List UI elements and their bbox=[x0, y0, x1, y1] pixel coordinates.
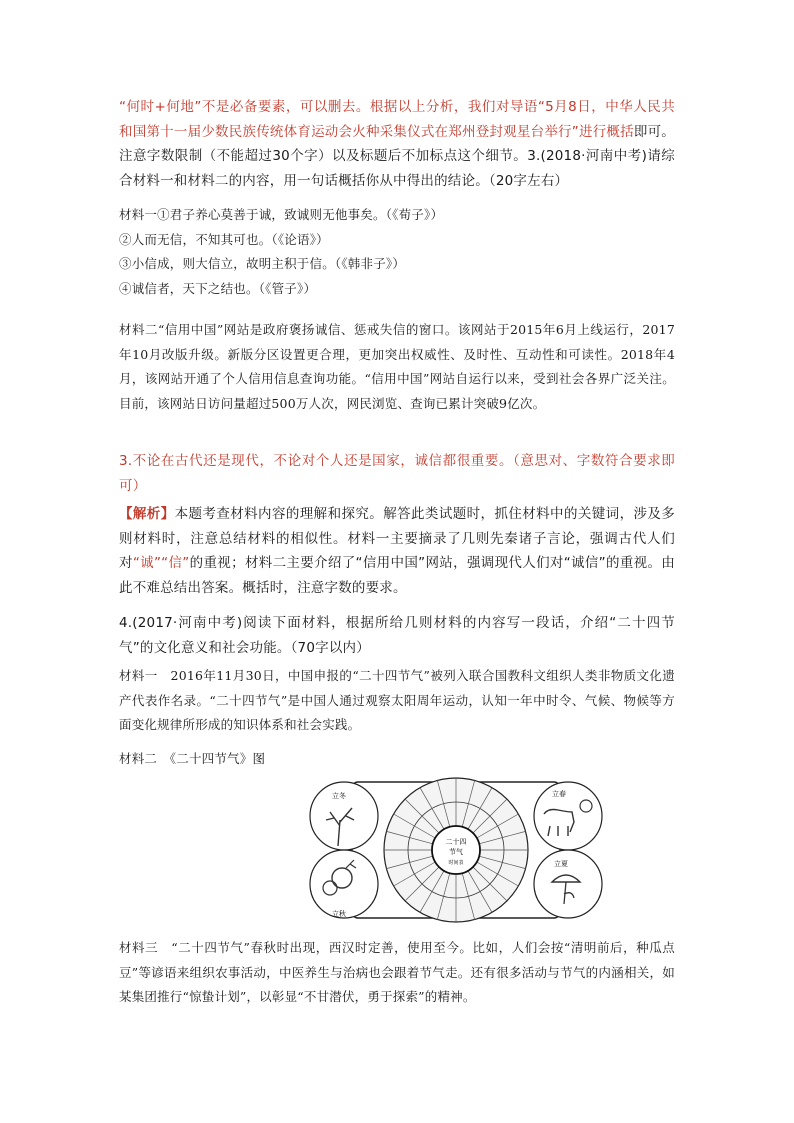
q4-material-3: 材料三 “二十四节气”春秋时出现，西汉时定善，使用至今。比如，人们会按“清明前后，种瓜点豆”等谚语来组织农事活动，中医养生与治病也会跟着节气走。还有很多活动与节气的内涵相关，如某集团推行“惊蛰计划”，以彰显“不甘潜伏，勇于探索”的精神。 bbox=[119, 940, 675, 1004]
analysis-red-text: “何时+何地”不是必备要素，可以删去。根据以上分析，我们对导语“5月8日，中华人民共和国第十一届少数民族传统体育运动会火种采集仪式在郑州登封观星台举行”进行概括 bbox=[119, 99, 675, 140]
lixia-label: 立夏 bbox=[554, 860, 568, 868]
center-label-mid: 节气 bbox=[449, 848, 463, 856]
jiexi-paragraph bbox=[119, 502, 675, 600]
lidong-label: 立冬 bbox=[332, 792, 346, 800]
solar-terms-svg bbox=[308, 776, 604, 924]
jiexi-text-1: 本题考查材料内容的理解和探究。解答此类试题时，抓住材料中的关键词，涉及多则材料时，注意总结材料的相似性。材料一主要摘录了几则先秦诸子言论，强调古代人们对 bbox=[119, 506, 675, 571]
quote-guanzi: ④诚信者，天下之结也。（《管子》） bbox=[119, 280, 317, 296]
lixia-circle bbox=[534, 850, 602, 918]
quote-lunyu: ②人而无信，不知其可也。（《论语》） bbox=[119, 231, 329, 247]
material-1-ancient-quotes bbox=[119, 203, 675, 301]
center-label-top: 二十四 bbox=[445, 838, 467, 846]
lichun-circle bbox=[534, 782, 602, 850]
lichun-label: 立春 bbox=[552, 790, 566, 798]
analysis-black-text: 即可。注意字数限制（不能超过30个字）以及标题后不加标点这个细节。3.(2018·河南中考)请综合材料一和材料二的内容，用一句话概括你从中得出的结论。（20字左右） bbox=[119, 123, 675, 189]
liqiu-label: 立秋 bbox=[332, 910, 346, 918]
solar-terms-diagram bbox=[308, 776, 604, 924]
jiexi-tag: 【解析】 bbox=[119, 506, 175, 522]
liqiu-circle bbox=[310, 850, 378, 918]
q4-material-1: 材料一 2016年11月30日，中国申报的“二十四节气”被列入联合国教科文组织人类非物质文化遗产代表作名录。“二十四节气”是中国人通过观察太阳周年运动，认知一年中时令、气候、物候等方面变化规律所形成的知识体系和社会实践。 bbox=[119, 668, 675, 732]
quote-hanfeizi: ③小信成，则大信立，故明主积于信。（《韩非子》） bbox=[119, 256, 406, 271]
material-2-xinyong-zhongguo: 材料二“信用中国”网站是政府褒扬诚信、惩戒失信的窗口。该网站于2015年6月上线运行，2017年10月改版升级。新版分区设置更合理，更加突出权威性、及时性、互动性和可读性。2018年4月，该网站开通了个人信用信息查询功能。“信用中国”网站自运行以来，受到社会各界广泛关注。目前，该网站日访问量超过500万人次，网民浏览、查询已累计突破9亿次。 bbox=[119, 322, 675, 411]
answer-3: 3.不论在古代还是现代，不论对个人还是国家，诚信都很重要。（意思对、字数符合要求即可） bbox=[119, 453, 675, 494]
center-label-bot: 时间表 bbox=[448, 860, 464, 866]
jiexi-red-chengxin: “诚”“信” bbox=[132, 555, 190, 571]
jiexi-text-2: 的重视；材料二主要介绍了“信用中国”网站，强调现代人们对“诚信”的重视。由此不难总结出答案。概括时，注意字数的要求。 bbox=[119, 555, 676, 596]
q4-material-2-caption: 材料二 《二十四节气》图 bbox=[119, 751, 266, 766]
analysis-paragraph bbox=[119, 95, 675, 193]
question-4: 4.(2017·河南中考)阅读下面材料，根据所给几则材料的内容写一段话，介绍“二十四节气”的文化意义和社会功能。（70字以内） bbox=[119, 615, 675, 656]
quote-xunzi: 材料一①君子养心莫善于诚，致诚则无他事矣。（《荀子》） bbox=[119, 207, 444, 222]
